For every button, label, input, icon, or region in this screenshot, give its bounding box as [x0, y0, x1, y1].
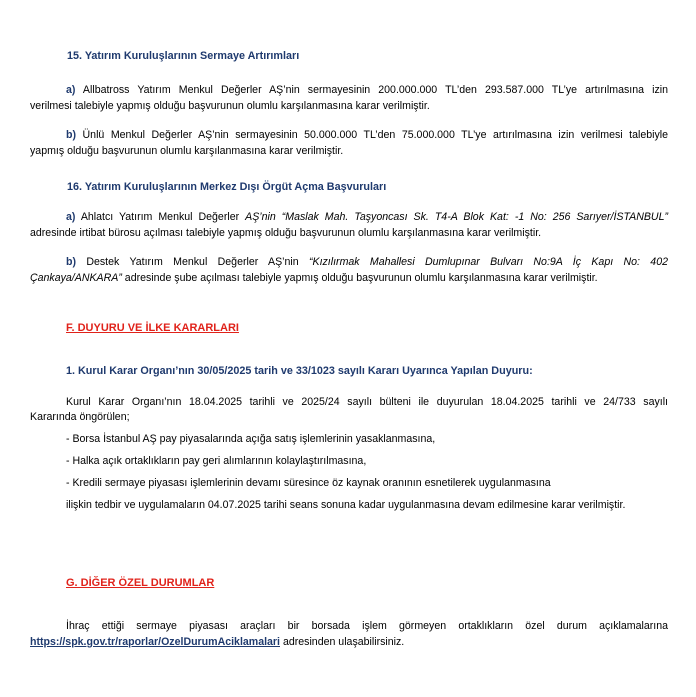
s15-b-line2: yapmış olduğu başvurunun olumlu karşılanmasına karar verilmiştir. — [30, 145, 344, 157]
bullet-item: - Halka açık ortaklıkların pay geri alımlarının kolaylaştırılmasına, — [66, 455, 367, 467]
s16-a-line2: adresinde irtibat bürosu açılması talebiyle yapmış olduğu başvurunun olumlu karşılanmasına karar verilmiştir. — [30, 227, 542, 239]
s15-a-line2: verilmesi talebiyle yapmış olduğu başvurunun olumlu karşılanmasına karar verilmiştir. — [30, 100, 430, 112]
s16-a-line1-plain: Ahlatcı Yatırım Menkul Değerler — [80, 211, 246, 223]
s16-item-b — [66, 256, 668, 268]
s15-a-line1: Allbatross Yatırım Menkul Değerler AŞ’nin sermayesinin 200.000.000 TL’den 293.587.000 TL’ye artırılmasına izin — [82, 84, 668, 96]
s16-b-line2-plain: adresinde şube açılması talebiyle yapmış olduğu başvurunun olumlu karşılanmasına karar verilmiştir. — [121, 272, 598, 284]
section-g-para — [66, 620, 668, 632]
s16-b-line1-plain: Destek Yatırım Menkul Değerler AŞ’nin — [86, 256, 309, 268]
s15-b-label: b) — [66, 129, 76, 141]
s16-b-line2-italic: Çankaya/ANKARA” — [30, 272, 122, 284]
s16-a-label: a) — [66, 211, 76, 223]
s16-b-label: b) — [66, 256, 76, 268]
s16-b-line1-italic: “Kızılırmak Mahallesi Dumlupınar Bulvarı No:9A İç Kapı No: 402 — [308, 256, 668, 268]
section-f-para — [66, 396, 668, 408]
section-g-after-link: adresinden ulaşabilirsiniz. — [280, 636, 405, 648]
section-16-title: 16. Yatırım Kuruluşlarının Merkez Dışı Örgüt Açma Başvuruları — [67, 181, 387, 193]
s15-a-label: a) — [66, 84, 76, 96]
s15-item-a — [66, 84, 668, 96]
s16-b-line2 — [30, 272, 598, 284]
section-f-para-line2: Kararında öngörülen; — [30, 411, 130, 423]
section-f-para-line1: Kurul Karar Organı’nın 18.04.2025 tarihli ve 2025/24 sayılı bülteni ile duyurulan 18.04.2025 tarihli ve 24/733 sayılı — [66, 396, 668, 408]
bullet-item: - Borsa İstanbul AŞ pay piyasalarında açığa satış işlemlerinin yasaklanmasına, — [66, 433, 436, 445]
section-g-para-line2 — [30, 636, 404, 648]
section-f-closing: ilişkin tedbir ve uygulamaların 04.07.2025 tarihi seans sonuna kadar uygulanmasına devam edilmesine karar verilmiştir. — [66, 499, 626, 511]
section-g-title: G. DİĞER ÖZEL DURUMLAR — [66, 577, 215, 589]
ozel-durum-link[interactable]: https://spk.gov.tr/raporlar/OzelDurumAciklamalari — [30, 636, 280, 648]
section-g-para-line1: İhraç ettiği sermaye piyasası araçları bir borsada işlem görmeyen ortaklıkların özel durum açıklamalarına — [66, 620, 668, 632]
s16-a-line1-italic: AŞ’nin “Maslak Mah. Taşyoncası Sk. T4-A Blok Kat: -1 No: 256 Sarıyer/İSTANBUL” — [245, 211, 668, 223]
section-f-title: F. DUYURU VE İLKE KARARLARI — [66, 322, 239, 334]
s15-item-b — [66, 129, 668, 141]
s16-item-a — [66, 211, 668, 223]
bullet-item: - Kredili sermaye piyasası işlemlerinin devamı süresince öz kaynak oranının esnetilerek uygulanmasına — [66, 477, 551, 489]
s15-b-line1: Ünlü Menkul Değerler AŞ’nin sermayesinin 50.000.000 TL’den 75.000.000 TL’ye artırılmasına izin verilmesi talebiyle — [82, 129, 668, 141]
section-15-title: 15. Yatırım Kuruluşlarının Sermaye Artırımları — [67, 50, 300, 62]
section-f-item1-title: 1. Kurul Karar Organı’nın 30/05/2025 tarih ve 33/1023 sayılı Kararı Uyarınca Yapılan Duyuru: — [66, 365, 533, 377]
